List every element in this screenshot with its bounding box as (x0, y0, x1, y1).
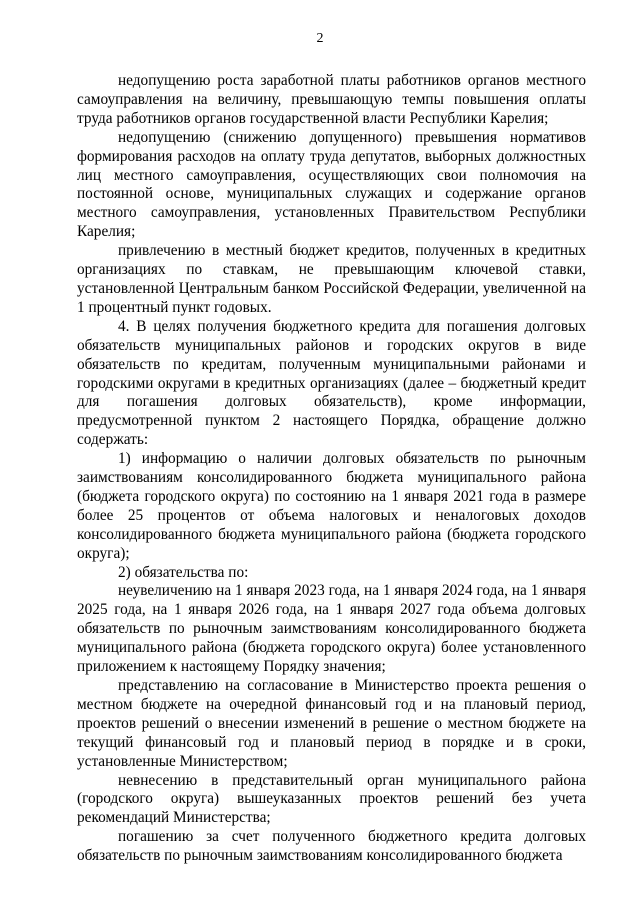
document-body (77, 72, 586, 866)
paragraph-debt-limit: неувеличению на 1 января 2023 года, на 1 января 2024 года, на 1 января 2025 года, на 1 января 2026 года, на 1 января 2027 года объема долговых обязательств по рыночным заимствованиям консолидированного бюджета муниципального района (бюджета городского округа) более установленного приложением к настоящему Порядку значения; (77, 582, 586, 676)
paragraph-wage-growth: недопущению роста заработной платы работников органов местного самоуправления на величину, превышающую темпы повышения оплаты труда работников органов государственной власти Республики Карелия; (77, 72, 586, 127)
paragraph-budget-approval: представлению на согласование в Министерство проекта решения о местном бюджете на очередной финансовый год и на плановый период, проектов решений о внесении изменений в решение о местном бюджете на текущий финансовый год и плановый период в порядке и в сроки, установленные Министерством; (77, 677, 586, 770)
paragraph-item-2: 2) обязательства по: (118, 563, 249, 581)
paragraph-item-1: 1) информацию о наличии долговых обязательств по рыночным заимствованиям консолидированного бюджета муниципального района (бюджета городского округа) по состоянию на 1 января 2021 года в размере более 25 процентов от объема налоговых и неналоговых доходов консолидированного бюджета муниципального района (бюджета городского округа); (77, 450, 586, 562)
paragraph-expense-norms: недопущению (снижению допущенного) превышения нормативов формирования расходов на оплату труда депутатов, выборных должностных лиц местного самоуправления, осуществляющих свои полномочия на постоянной основе, муниципальных служащих и содержание органов местного самоуправления, установленных Правительством Республики Карелия; (77, 128, 586, 241)
paragraph-section-4: 4. В целях получения бюджетного кредита для погашения долговых обязательств муниципальных районов и городских округов в виде обязательств по кредитам, полученным муниципальными районами и городскими округами в кредитных организациях (далее – бюджетный кредит для погашения долговых обязательств), кроме информации, предусмотренной пунктом 2 настоящего Порядка, обращение должно содержать: (77, 317, 586, 449)
paragraph-no-submission: невнесению в представительный орган муниципального района (городского округа) вышеуказанных проектов решений без учета рекомендаций Министерства; (77, 771, 586, 827)
page-number: 2 (316, 31, 324, 46)
paragraph-debt-repayment: погашению за счет полученного бюджетного кредита долговых обязательств по рыночным заимствованиям консолидированного бюджета (77, 828, 586, 865)
paragraph-credit-rates: привлечению в местный бюджет кредитов, полученных в кредитных организациях по ставкам, не превышающим ключевой ставки, установленной Центральным банком Российской Федерации, увеличенной на 1 процентный пункт годовых. (77, 242, 586, 316)
